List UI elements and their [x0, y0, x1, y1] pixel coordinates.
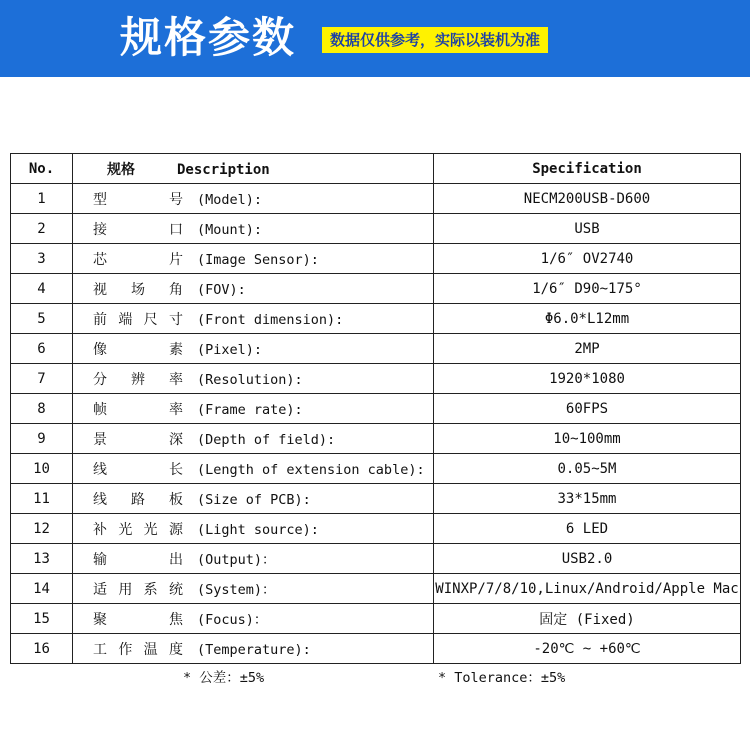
row-specification: USB	[434, 214, 741, 244]
table-row	[11, 634, 741, 664]
row-number: 13	[11, 544, 73, 574]
table-row	[11, 274, 741, 304]
row-description-en: (Temperature):	[197, 641, 311, 658]
table-row	[11, 454, 741, 484]
row-description	[73, 514, 434, 544]
row-description-en: (Front dimension):	[197, 311, 344, 328]
row-specification: 固定 (Fixed)	[434, 604, 741, 634]
row-description-cn: 工作温度	[93, 641, 183, 658]
table-row	[11, 514, 741, 544]
row-description	[73, 454, 434, 484]
row-description-en: (Depth of field):	[197, 431, 336, 448]
row-specification: 1920*1080	[434, 364, 741, 394]
row-description-cn: 输出	[93, 552, 183, 568]
row-specification: 6 LED	[434, 514, 741, 544]
row-specification: 2MP	[434, 334, 741, 364]
row-description-en: (System)：	[197, 582, 276, 598]
row-description	[73, 604, 434, 634]
row-specification: 0.05~5M	[434, 454, 741, 484]
row-number: 9	[11, 424, 73, 454]
row-description-en: (Output)：	[197, 552, 276, 568]
header-no: No.	[11, 154, 73, 184]
table-row	[11, 574, 741, 604]
row-specification: 1/6″ OV2740	[434, 244, 741, 274]
row-description-en: (Length of extension cable):	[197, 461, 425, 478]
table-row	[11, 304, 741, 334]
row-specification: Φ6.0*L12mm	[434, 304, 741, 334]
row-number: 16	[11, 634, 73, 664]
row-description	[73, 184, 434, 214]
row-number: 12	[11, 514, 73, 544]
row-description-en: (Resolution):	[197, 371, 303, 388]
row-description	[73, 544, 434, 574]
row-specification: NECM200USB-D600	[434, 184, 741, 214]
spec-table	[10, 153, 741, 664]
table-row	[11, 244, 741, 274]
row-description	[73, 484, 434, 514]
header-description-cn: 规格	[107, 161, 135, 178]
row-description	[73, 274, 434, 304]
table-row	[11, 604, 741, 634]
row-number: 8	[11, 394, 73, 424]
row-specification: 60FPS	[434, 394, 741, 424]
row-specification: 33*15mm	[434, 484, 741, 514]
row-specification: 1/6″ D90~175°	[434, 274, 741, 304]
row-description	[73, 244, 434, 274]
row-description-cn: 景深	[93, 431, 183, 448]
row-description-cn: 线路板	[93, 491, 183, 508]
row-number: 4	[11, 274, 73, 304]
row-description-cn: 补光光源	[93, 521, 183, 538]
row-number: 7	[11, 364, 73, 394]
row-description	[73, 304, 434, 334]
row-description-en: (Focus)：	[197, 612, 268, 628]
row-number: 15	[11, 604, 73, 634]
row-description-en: (Pixel):	[197, 341, 263, 358]
header-banner	[0, 0, 750, 77]
row-description-en: (FOV):	[197, 281, 246, 298]
row-description-cn: 前端尺寸	[93, 311, 183, 328]
row-number: 10	[11, 454, 73, 484]
row-description-en: (Light source):	[197, 521, 319, 538]
table-row	[11, 214, 741, 244]
row-description-en: (Image Sensor):	[197, 251, 319, 268]
table-row	[11, 184, 741, 214]
disclaimer-note: 数据仅供参考，实际以装机为准	[322, 27, 548, 53]
row-description	[73, 214, 434, 244]
row-description-cn: 芯片	[93, 251, 183, 268]
row-description-cn: 接口	[93, 221, 183, 238]
row-description-cn: 分辨率	[93, 371, 183, 388]
row-description	[73, 634, 434, 664]
row-specification: WINXP/7/8/10,Linux/Android/Apple Mac	[434, 574, 741, 604]
table-row	[11, 544, 741, 574]
row-description-en: (Frame rate):	[197, 401, 303, 418]
row-description	[73, 394, 434, 424]
row-description-cn: 线长	[93, 461, 183, 478]
row-number: 14	[11, 574, 73, 604]
row-description	[73, 364, 434, 394]
row-specification: 10~100mm	[434, 424, 741, 454]
row-description-cn: 帧率	[93, 401, 183, 418]
header-specification: Specification	[434, 154, 741, 184]
tolerance-cn: * 公差：±5%	[183, 670, 265, 686]
row-number: 3	[11, 244, 73, 274]
row-description	[73, 334, 434, 364]
tolerance-en: * Tolerance：±5%	[438, 670, 566, 686]
table-header-row	[11, 154, 741, 184]
table-row	[11, 484, 741, 514]
header-description	[73, 154, 434, 184]
row-description-cn: 聚焦	[93, 612, 183, 628]
row-number: 11	[11, 484, 73, 514]
table-row	[11, 424, 741, 454]
row-description	[73, 574, 434, 604]
table-row	[11, 394, 741, 424]
row-number: 1	[11, 184, 73, 214]
row-number: 5	[11, 304, 73, 334]
row-description-cn: 视场角	[93, 281, 183, 298]
table-row	[11, 364, 741, 394]
row-specification: -20℃ ~ +60℃	[434, 634, 741, 664]
row-description-en: (Mount):	[197, 221, 263, 238]
row-description-en: (Model):	[197, 191, 263, 208]
header-description-en: Description	[177, 161, 270, 178]
row-number: 6	[11, 334, 73, 364]
row-number: 2	[11, 214, 73, 244]
row-description	[73, 424, 434, 454]
row-description-cn: 适用系统	[93, 582, 183, 598]
row-description-en: (Size of PCB):	[197, 491, 311, 508]
row-description-cn: 型号	[93, 191, 183, 208]
row-description-cn: 像素	[93, 341, 183, 358]
table-row	[11, 334, 741, 364]
page-title: 规格参数	[120, 13, 297, 62]
row-specification: USB2.0	[434, 544, 741, 574]
